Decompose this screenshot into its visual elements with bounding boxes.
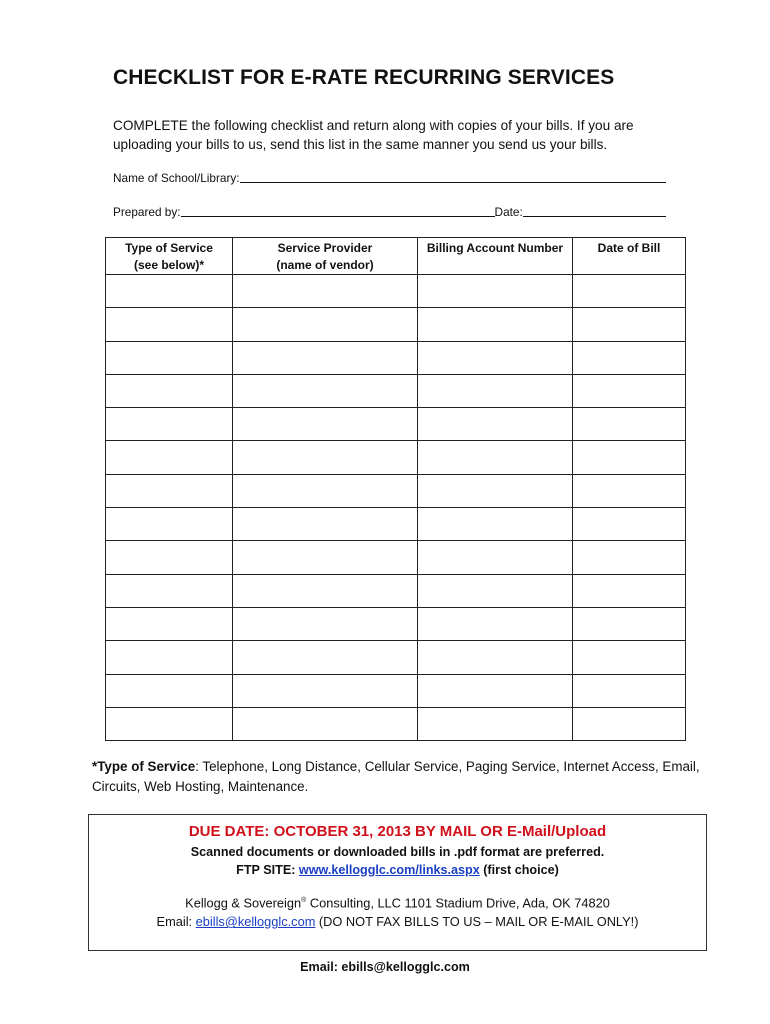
table-cell[interactable] [418, 707, 573, 740]
ftp-label: FTP SITE: [236, 863, 296, 877]
table-cell[interactable] [573, 341, 686, 374]
note-text: : Telephone, Long Distance, Cellular Service, Paging Service, Internet Access, Email, Circuits, Web Hosting, Maintenance. [92, 759, 700, 794]
type-of-service-note [92, 757, 712, 797]
table-row [106, 374, 686, 407]
table-cell[interactable] [573, 707, 686, 740]
footer-email: Email: ebills@kellogglc.com [300, 960, 470, 974]
table-cell[interactable] [233, 641, 418, 674]
ftp-link[interactable]: www.kellogglc.com/links.aspx [298, 863, 480, 877]
table-cell[interactable] [106, 374, 233, 407]
table-cell[interactable] [573, 441, 686, 474]
date-blank[interactable] [523, 204, 666, 217]
ftp-site-line [89, 861, 706, 879]
page-title: CHECKLIST FOR E-RATE RECURRING SERVICES [113, 66, 615, 89]
column-header-service-provider [233, 238, 418, 275]
table-cell[interactable] [418, 541, 573, 574]
table-cell[interactable] [573, 374, 686, 407]
table-row [106, 574, 686, 607]
table-cell[interactable] [106, 674, 233, 707]
header-line: Type of Service [125, 241, 213, 255]
ftp-choice: (first choice) [483, 863, 559, 877]
table-cell[interactable] [106, 508, 233, 541]
due-date-heading: DUE DATE: OCTOBER 31, 2013 BY MAIL OR E-Mail/Upload [188, 823, 607, 840]
header-line: Service Provider [277, 241, 373, 255]
header-line: Billing Account Number [426, 241, 564, 255]
email-link[interactable]: ebills@kellogglc.com [195, 914, 316, 930]
table-cell[interactable] [573, 674, 686, 707]
table-cell[interactable] [233, 275, 418, 308]
table-cell[interactable] [233, 474, 418, 507]
table-cell[interactable] [418, 408, 573, 441]
table-cell[interactable] [233, 408, 418, 441]
table-row [106, 508, 686, 541]
column-header-type-of-service [106, 238, 233, 275]
table-cell[interactable] [233, 707, 418, 740]
header-line: (name of vendor) [276, 258, 374, 272]
table-cell[interactable] [106, 341, 233, 374]
table-header-row [106, 238, 686, 275]
table-row [106, 607, 686, 640]
format-note: Scanned documents or downloaded bills in .pdf format are preferred. [190, 845, 605, 859]
prepared-by-blank[interactable] [181, 204, 495, 217]
table-cell[interactable] [418, 574, 573, 607]
table-cell[interactable] [233, 374, 418, 407]
table-row [106, 541, 686, 574]
table-cell[interactable] [573, 275, 686, 308]
company-address: Consulting, LLC 1101 Stadium Drive, Ada, OK 74820 [306, 895, 610, 911]
table-cell[interactable] [418, 508, 573, 541]
table-cell[interactable] [106, 408, 233, 441]
table-cell[interactable] [418, 607, 573, 640]
header-line: Date of Bill [597, 241, 661, 255]
table-cell[interactable] [233, 574, 418, 607]
table-cell[interactable] [573, 641, 686, 674]
school-name-blank[interactable] [240, 170, 666, 183]
table-cell[interactable] [573, 574, 686, 607]
table-row [106, 674, 686, 707]
table-cell[interactable] [573, 541, 686, 574]
table-row [106, 441, 686, 474]
column-header-billing-account-number [418, 238, 573, 275]
table-cell[interactable] [233, 541, 418, 574]
table-cell[interactable] [106, 275, 233, 308]
table-cell[interactable] [418, 374, 573, 407]
table-cell[interactable] [418, 474, 573, 507]
table-body [106, 275, 686, 741]
note-label: *Type of Service [92, 759, 196, 774]
instructions-text: COMPLETE the following checklist and return along with copies of your bills. If you are uploading your bills to us, send this list in the same manner you send us your bills. [113, 118, 634, 152]
table-row [106, 641, 686, 674]
header-line: (see below)* [133, 258, 205, 272]
table-cell[interactable] [233, 341, 418, 374]
school-name-field[interactable] [113, 170, 666, 185]
table-cell[interactable] [418, 275, 573, 308]
table-cell[interactable] [233, 308, 418, 341]
registered-mark: ® [301, 897, 307, 904]
company-name: Kellogg & Sovereign [185, 895, 302, 911]
table-row [106, 474, 686, 507]
table-cell[interactable] [233, 508, 418, 541]
due-date-box [88, 814, 707, 951]
prepared-by-label: Prepared by: [113, 205, 181, 219]
table-cell[interactable] [418, 308, 573, 341]
table-row [106, 308, 686, 341]
table-cell[interactable] [106, 441, 233, 474]
table-cell[interactable] [233, 607, 418, 640]
table-cell[interactable] [233, 674, 418, 707]
table-cell[interactable] [573, 508, 686, 541]
table-row [106, 341, 686, 374]
table-cell[interactable] [418, 674, 573, 707]
table-cell[interactable] [106, 607, 233, 640]
email-note: (DO NOT FAX BILLS TO US – MAIL OR E-MAIL ONLY!) [318, 914, 639, 930]
table-cell[interactable] [106, 641, 233, 674]
school-name-label: Name of School/Library: [113, 171, 240, 185]
date-label: Date: [494, 205, 523, 219]
table-cell[interactable] [573, 408, 686, 441]
table-cell[interactable] [106, 474, 233, 507]
bills-checklist-table [105, 237, 686, 741]
table-cell[interactable] [106, 541, 233, 574]
table-cell[interactable] [418, 341, 573, 374]
company-address-block [89, 891, 706, 931]
table-cell[interactable] [573, 308, 686, 341]
table-row [106, 275, 686, 308]
column-header-date-of-bill [573, 238, 686, 275]
table-cell[interactable] [233, 441, 418, 474]
table-row [106, 707, 686, 740]
email-label: Email: [156, 914, 193, 930]
table-cell[interactable] [106, 707, 233, 740]
table-cell[interactable] [573, 474, 686, 507]
table-row [106, 408, 686, 441]
table-cell[interactable] [418, 641, 573, 674]
table-cell[interactable] [106, 574, 233, 607]
table-cell[interactable] [418, 441, 573, 474]
table-cell[interactable] [106, 308, 233, 341]
table-cell[interactable] [573, 607, 686, 640]
prepared-by-row [113, 204, 666, 219]
